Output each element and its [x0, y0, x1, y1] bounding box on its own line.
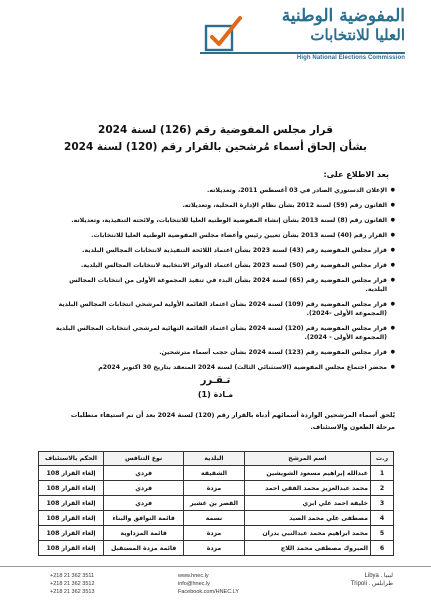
website-link[interactable]: www.hnec.ly — [178, 573, 209, 579]
table-row — [39, 541, 394, 556]
cell-appeal-ruling: إلغاء القرار 108 — [39, 496, 104, 511]
cell-number: 1 — [371, 466, 394, 481]
cell-competition-type: قائمة مزدة المستقبل — [104, 541, 184, 556]
table-row — [39, 466, 394, 481]
logo-title-line2: العليا للانتخابات — [310, 26, 405, 44]
cell-municipality: مزدة — [184, 541, 244, 556]
list-item: ● قرار مجلس المفوضية رقم (109) لسنة 2024 بشأن اعتماد القائمة الأولية لمرشحي انتخابات المجالس البلدية (المجموعة الأولى -2024). — [55, 300, 395, 318]
column-header-number: ر.ت — [371, 452, 394, 466]
table-row — [39, 526, 394, 541]
footer-address — [351, 572, 393, 588]
list-item: ● القانون رقم (8) لسنة 2013 بشأن إنشاء المفوضية الوطنية العليا للانتخابات، ولائحته التنفيذية، وتعديلاته. — [55, 216, 395, 225]
phone-number: +218 21 362 3513 — [50, 589, 95, 595]
cell-competition-type: فردي — [104, 481, 184, 496]
article-heading: مـادة (1) — [197, 390, 234, 399]
column-header-municipality: البلدية — [184, 452, 244, 466]
cell-competition-type: فردي — [104, 466, 184, 481]
table-row — [39, 481, 394, 496]
logo-title-line1: المفوضية الوطنية — [281, 6, 405, 26]
cell-competition-type: فردي — [104, 496, 184, 511]
cell-candidate-name: محمد عبدالعزيز محمد الفقي احمد — [244, 481, 370, 496]
hnec-logo — [200, 6, 405, 68]
cell-appeal-ruling: إلغاء القرار 108 — [39, 526, 104, 541]
facebook-link[interactable]: Facebook.com/HNEC.LY — [178, 589, 240, 595]
list-item: ● قرار مجلس المفوضية رقم (123) لسنة 2024 بشأن حجب أسماء مترشحين. — [55, 348, 395, 357]
table-row — [39, 496, 394, 511]
cell-candidate-name: عبدالله إبراهيم مسعود الشويشين — [244, 466, 370, 481]
footer-divider — [0, 566, 431, 567]
list-item: ● القانون رقم (59) لسنة 2012 بشأن نظام الإدارة المحلية، وتعديلاته. — [55, 201, 395, 210]
cell-candidate-name: خليفة احمد علي ابزي — [244, 496, 370, 511]
list-item: ● قرار مجلس المفوضية رقم (65) لسنة 2024 بشأن البدء في تنفيذ المجموعة الأولى من انتخابات المجالس البلدية. — [55, 276, 395, 294]
cell-municipality: القصر بن غشير — [184, 496, 244, 511]
phone-number: +218 21 362 3512 — [50, 581, 95, 587]
list-item: ● قرار مجلس المفوضية رقم (50) لسنة 2023 بشأن اعتماد الدوائر الانتخابية لانتخابات المجالس البلدية. — [55, 261, 395, 270]
cell-appeal-ruling: إلغاء القرار 108 — [39, 541, 104, 556]
logo-divider — [200, 52, 405, 54]
clauses-list — [55, 186, 395, 378]
cell-number: 3 — [371, 496, 394, 511]
cell-number: 5 — [371, 526, 394, 541]
cell-number: 6 — [371, 541, 394, 556]
list-item: ● قرار مجلس المفوضية رقم (120) لسنة 2024 بشأن اعتماد القائمة النهائية لمرشحي انتخابات المجالس البلدية (المجموعة الأولى - 2024). — [55, 324, 395, 342]
cell-competition-type: قائمة المزداوية — [104, 526, 184, 541]
list-item: ● محضر اجتماع مجلس المفوضية (الاستثنائي الثالث) لسنة 2024 المنعقد بتاريخ 30 اكتوبر 2024م — [55, 363, 395, 372]
cell-candidate-name: مصطفى علي محمد الصيد — [244, 511, 370, 526]
cell-appeal-ruling: إلغاء القرار 108 — [39, 511, 104, 526]
cell-number: 4 — [371, 511, 394, 526]
cell-municipality: مزدة — [184, 526, 244, 541]
ballot-check-icon — [202, 14, 242, 54]
address-city: Tripoli . طرابلس — [350, 581, 393, 587]
list-item: ● الإعلان الدستوري الصادر في 03 أغسطس 2011، وتعديلاته. — [55, 186, 395, 195]
cell-number: 2 — [371, 481, 394, 496]
address-country: Libya . ليبيا — [364, 573, 393, 579]
cell-appeal-ruling: إلغاء القرار 108 — [39, 481, 104, 496]
column-header-appeal-ruling: الحكم بالاستئناف — [39, 452, 104, 466]
decision-title: قرار مجلس المفوضية رقم (126) لسنة 2024 — [98, 124, 333, 136]
table-header-row — [39, 452, 394, 466]
column-header-name: اسم المرشح — [244, 452, 370, 466]
footer-phones — [50, 572, 95, 596]
list-item: ● القرار رقم (40) لسنة 2013 بشأن تعيين رئيس وأعضاء مجلس المفوضية الوطنية العليا للانتخابات. — [55, 231, 395, 240]
article-text: يُلحق أسماء المرشحين الواردة أسمائهم أدناه بالقرار رقم (120) لسنة 2024 بعد أن تم استيفاء متطلبات مرحلة الطعون والاستئناف. — [70, 411, 395, 431]
candidates-table — [38, 451, 394, 556]
decision-heading: تـقـرر — [200, 375, 231, 386]
decision-subject: بشأن إلحاق أسماء مُرشحين بالقرار رقم (120) لسنة 2024 — [64, 141, 367, 153]
cell-appeal-ruling: إلغاء القرار 108 — [39, 466, 104, 481]
logo-english-name: High National Elections Commission — [296, 55, 405, 61]
cell-competition-type: قائمة التوافق والبناء — [104, 511, 184, 526]
table-row — [39, 511, 394, 526]
column-header-competition-type: نوع التنافس — [104, 452, 184, 466]
list-item: ● قرار مجلس المفوضية رقم (43) لسنة 2023 بشأن اعتماد اللائحة التنفيذية لانتخابات المجالس البلدية. — [55, 246, 395, 255]
considering-heading: بعد الاطلاع على: — [323, 170, 389, 179]
cell-municipality: مزدة — [184, 481, 244, 496]
cell-municipality: الشقيقة — [184, 466, 244, 481]
footer-web — [178, 572, 239, 596]
cell-candidate-name: المبروك مصطفى محمد اللاج — [244, 541, 370, 556]
page-footer — [0, 566, 431, 600]
email-link[interactable]: info@hnec.ly — [178, 581, 210, 587]
cell-candidate-name: محمد ابراهيم محمد عبدالنبي بدران — [244, 526, 370, 541]
phone-number: +218 21 362 3511 — [50, 573, 95, 579]
cell-municipality: نسمة — [184, 511, 244, 526]
